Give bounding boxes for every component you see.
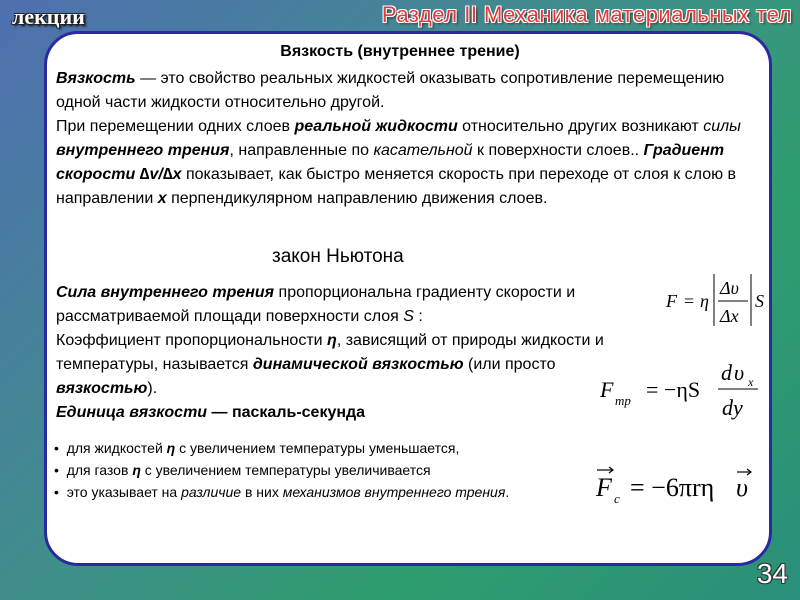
p3-t8: динамической вязкостью <box>252 356 464 373</box>
f2-den: dy <box>722 395 743 420</box>
p2-t6: , направленные по <box>229 142 374 159</box>
p2-t11: показывает, как быстро меняется скорость при переходе от слоя к слою в направлении <box>56 166 737 207</box>
p3-t10: вязкостью <box>56 380 148 397</box>
f3-sub: c <box>614 491 620 506</box>
p2-t4: силы <box>703 118 741 135</box>
f1-num: Δυ <box>720 278 739 298</box>
f2-sub: тр <box>615 393 631 408</box>
p2-t2: реальной жидкости <box>294 118 458 135</box>
p3-t1: Сила внутреннего трения <box>56 284 275 301</box>
f2-num-v: υ <box>734 360 745 385</box>
bullet-list <box>54 437 574 503</box>
definition-text: — это свойство реальных жидкостей оказывать сопротивление перемещению одной части жидкости относительно другой. <box>56 70 725 111</box>
b3c: в них <box>241 484 283 500</box>
slide-title: Вязкость (внутреннее трение) <box>280 43 520 60</box>
p3-t2: пропорциональна градиенту скорости и рассматриваемой площади поверхности слоя <box>56 284 576 325</box>
p2-t12: x <box>157 190 167 207</box>
b3e: . <box>505 484 510 500</box>
formula-newton-gradient <box>662 270 772 332</box>
list-item: • для газов η с увеличением температуры увеличивается <box>54 462 431 478</box>
f3-v: υ <box>736 473 748 502</box>
f1-lhs: F <box>666 291 677 311</box>
b2b: η <box>132 462 141 478</box>
list-item: • это указывает на различие в них механизмов внутреннего трения. <box>54 484 510 500</box>
term-viscosity: Вязкость <box>56 70 136 87</box>
f2-num-sub: x <box>748 375 754 389</box>
b1b: η <box>166 440 176 456</box>
newton-law-title: закон Ньютона <box>272 246 404 267</box>
p2-t9: Градиент скорости <box>56 142 725 183</box>
f2-num-d: d <box>721 360 732 385</box>
b2c: с увеличением температуры увеличивается <box>140 462 431 478</box>
p3-t9: (или просто <box>463 356 556 373</box>
list-item: • для жидкостей η с увеличением температуры уменьшается, <box>54 440 460 456</box>
internal-friction-paragraph <box>56 281 636 425</box>
b1c: с увеличением температуры уменьшается, <box>175 440 460 456</box>
p2-t13: перпендикулярном направлению движения слоев. <box>166 190 548 207</box>
b2a: для газов <box>66 462 133 478</box>
definition-paragraph <box>56 67 768 211</box>
formula-friction-force <box>596 355 766 425</box>
p2-t5: внутреннего трения <box>56 142 230 159</box>
formula-stokes <box>592 458 772 508</box>
f2-f: F <box>600 377 614 402</box>
p3-t4: : <box>413 308 423 325</box>
b3a: это указывает на <box>66 484 182 500</box>
section-title: Раздел II Механика материальных тел <box>381 2 792 27</box>
f3-f: F <box>596 473 612 502</box>
p3-t3: S <box>403 308 414 325</box>
f1-den: Δx <box>720 306 739 326</box>
f2-rhs: = −ηS <box>646 377 701 402</box>
f1-eta: η <box>700 291 709 311</box>
p3-t11: ). <box>147 380 158 397</box>
p2-t1: При перемещении одних слоев <box>56 118 295 135</box>
f3-rhs: = −6πrη <box>630 473 715 502</box>
b1a: для жидкостей <box>66 440 167 456</box>
p2-t7: касательной <box>373 142 473 159</box>
p3-t6: η <box>327 332 337 349</box>
f1-s: S <box>755 291 764 311</box>
f1-eq: = <box>684 291 695 311</box>
p3-t13: — паскаль-секунда <box>207 404 366 421</box>
p2-t8: к поверхности слоев.. <box>472 142 644 159</box>
b3b: различие <box>181 484 242 500</box>
p3-t5: Коэффициент пропорциональности <box>56 332 328 349</box>
p2-t3: относительно других возникают <box>457 118 704 135</box>
p3-t12: Единица вязкости <box>56 404 208 421</box>
page-number: 34 <box>756 558 788 589</box>
b3d: механизмов внутреннего трения <box>282 484 506 500</box>
section-label: лекции <box>12 4 85 29</box>
p3-t7: , зависящий от природы жидкости и температуры, называется <box>56 332 604 373</box>
p2-t10: ∆v/∆x <box>135 166 182 183</box>
